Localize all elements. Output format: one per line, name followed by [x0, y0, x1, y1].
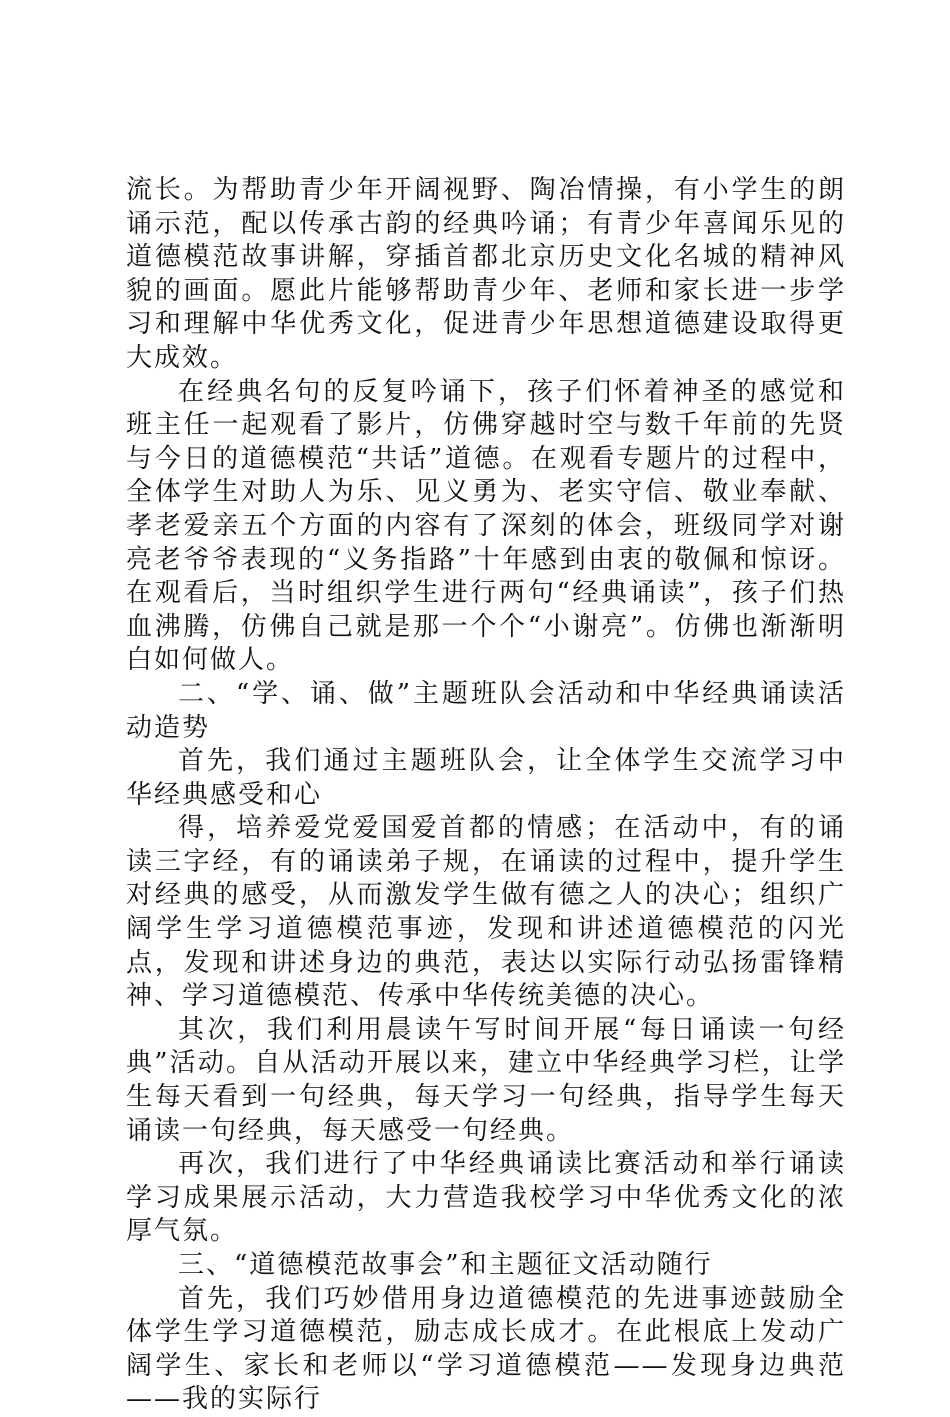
paragraph-2: 在经典名句的反复吟诵下，孩子们怀着神圣的感觉和班主任一起观看了影片，仿佛穿越时空与数千年前的先贤与今日的道德模范“共话”道德。在观看专题片的过程中，全体学生对助人为乐、见义勇为、老实守信、敬业奉献、孝老爱亲五个方面的内容有了深刻的体会，班级同学对谢亮老爷爷表现的“义务指路”十年感到由衷的敬佩和惊讶。在观看后，当时组织学生进行两句“经典诵读”，孩子们热血沸腾，仿佛自己就是那一个个“小谢亮”。仿佛也渐渐明白如何做人。 [126, 376, 846, 676]
paragraph-6: 再次，我们进行了中华经典诵读比赛活动和举行诵读学习成果展示活动，大力营造我校学习中华优秀文化的浓厚气氛。 [126, 1149, 846, 1247]
body-text [126, 174, 846, 1417]
paragraph-7: 首先，我们巧妙借用身边道德模范的先进事迹鼓励全体学生学习道德模范，励志成长成才。在此根底上发动广阔学生、家长和老师以“学习道德模范——发现身边典范——我的实际行 [126, 1283, 846, 1415]
paragraph-4: 得，培养爱党爱国爱首都的情感；在活动中，有的诵读三字经，有的诵读弟子规，在诵读的过程中，提升学生对经典的感受，从而激发学生做有德之人的决心；组织广阔学生学习道德模范事迹，发现和讲述道德模范的闪光点，发现和讲述身边的典范，表达以实际行动弘扬雷锋精神、学习道德模范、传承中华传统美德的决心。 [126, 813, 846, 1012]
paragraph-3: 首先，我们通过主题班队会，让全体学生交流学习中华经典感受和心 [126, 746, 846, 810]
paragraph-1: 流长。为帮助青少年开阔视野、陶冶情操，有小学生的朗诵示范，配以传承古韵的经典吟诵；有青少年喜闻乐见的道德模范故事讲解，穿插首都北京历史文化名城的精神风貌的画面。愿此片能够帮助青少年、老师和家长进一步学习和理解中华优秀文化，促进青少年思想道德建设取得更大成效。 [126, 175, 846, 373]
paragraph-5: 其次，我们利用晨读午写时间开展“每日诵读一句经典”活动。自从活动开展以来，建立中华经典学习栏，让学生每天看到一句经典，每天学习一句经典，指导学生每天诵读一句经典，每天感受一句经典。 [126, 1014, 846, 1146]
section-heading-3: 三、“道德模范故事会”和主题征文活动随行 [178, 1250, 713, 1280]
section-heading-2: 二、“学、诵、做”主题班队会活动和中华经典诵读活动造势 [126, 678, 846, 743]
